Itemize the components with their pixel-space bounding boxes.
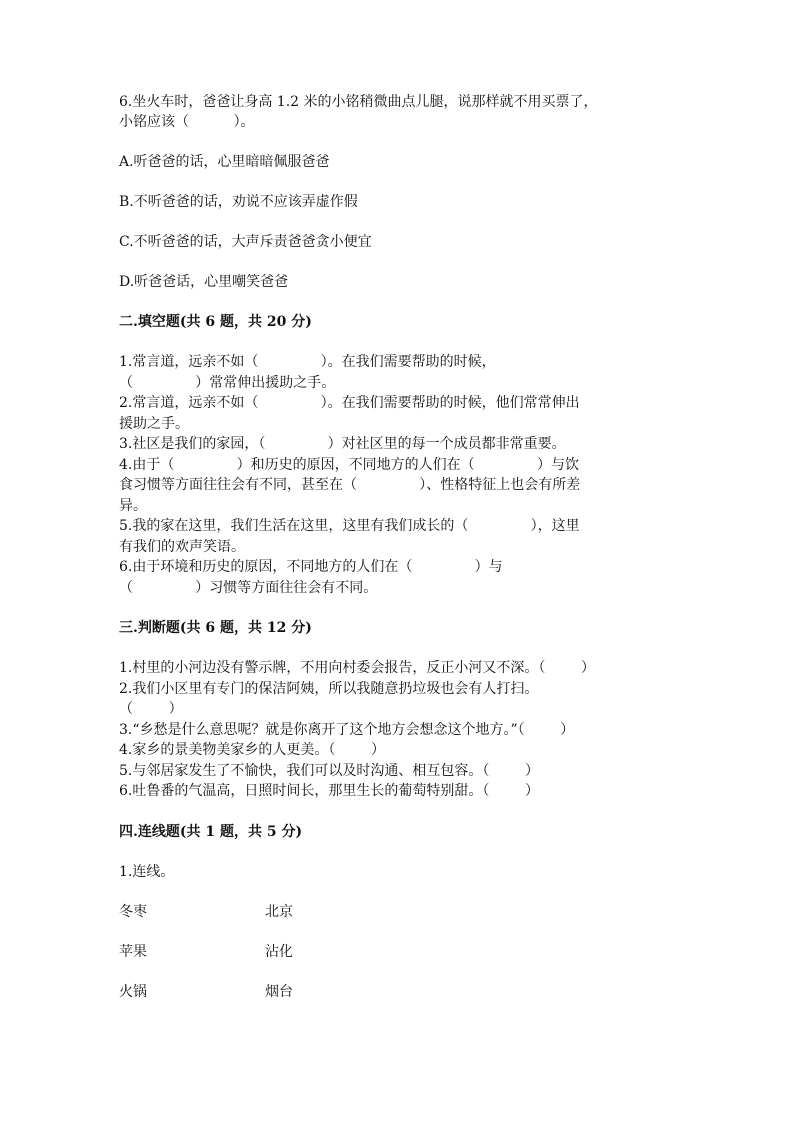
fill-line: 6.由于环境和历史的原因，不同地方的人们在（ ）与 xyxy=(119,559,503,575)
fill-line: （ ）常常伸出援助之手。 xyxy=(119,374,336,391)
judge-line: 1.村里的小河边没有警示牌，不用向村委会报告，反正小河又不深。（ ） xyxy=(119,660,595,676)
fill-line: 2.常言道，远亲不如（ ）。在我们需要帮助的时候，他们常常伸出 xyxy=(119,395,580,411)
match-row xyxy=(119,982,679,1002)
fill-line: 4.由于（ ）和历史的原因，不同地方的人们在（ ）与饮 xyxy=(119,456,579,473)
question-text: 6.坐火车时，爸爸让身高 1.2 米的小铭稍微曲点儿腿，说那样就不用买票了， xyxy=(119,94,598,110)
page-content xyxy=(119,92,679,1002)
match-right-item[interactable]: 北京 xyxy=(265,903,293,920)
option-c[interactable]: C.不听爸爸的话，大声斥责爸爸贪小便宜 xyxy=(119,234,372,250)
judge-line: 4.家乡的景美物美家乡的人更美。（ ） xyxy=(119,742,385,758)
fill-line: 5.我的家在这里，我们生活在这里，这里有我们成长的（ ），这里 xyxy=(119,518,580,534)
judge-line: （ ） xyxy=(119,701,183,717)
fill-line: 援助之手。 xyxy=(119,415,189,432)
section-heading-judge: 三.判断题(共 6 题，共 12 分) xyxy=(119,620,312,636)
judge-line: 3.“乡愁是什么意思呢？就是你离开了这个地方会想念这个地方。”（ ） xyxy=(119,721,575,738)
fill-questions xyxy=(119,352,679,598)
fill-line: 3.社区是我们的家园，（ ）对社区里的每一个成员都非常重要。 xyxy=(119,436,566,452)
judge-questions xyxy=(119,658,679,802)
section-heading-fill: 二.填空题(共 6 题，共 20 分) xyxy=(119,314,312,330)
fill-line: （ ）习惯等方面往往会有不同。 xyxy=(119,579,378,596)
judge-line: 2.我们小区里有专门的保洁阿姨，所以我随意扔垃圾也会有人打扫。 xyxy=(119,680,539,697)
option-d[interactable]: D.听爸爸话，心里嘲笑爸爸 xyxy=(119,274,289,290)
judge-line: 5.与邻居家发生了不愉快，我们可以及时沟通、相互包容。（ ） xyxy=(119,762,539,779)
match-right-item[interactable]: 烟台 xyxy=(265,983,293,1000)
fill-line: 1.常言道，远亲不如（ ）。在我们需要帮助的时候， xyxy=(119,354,496,370)
match-left-item[interactable]: 苹果 xyxy=(119,943,147,960)
match-row xyxy=(119,942,679,962)
fill-line: 食习惯等方面往往会有不同，甚至在（ ）、性格特征上也会有所差 xyxy=(119,477,581,493)
question-text: 小铭应该（ ）。 xyxy=(119,114,255,130)
judge-line: 6.吐鲁番的气温高，日照时间长，那里生长的葡萄特别甜。（ ） xyxy=(119,783,539,799)
fill-line: 异。 xyxy=(119,497,147,514)
mc-question-6 xyxy=(119,92,679,132)
match-left-item[interactable]: 冬枣 xyxy=(119,903,147,920)
match-instruction: 1.连线。 xyxy=(119,863,175,880)
option-a[interactable]: A.听爸爸的话，心里暗暗佩服爸爸 xyxy=(119,154,330,170)
match-row xyxy=(119,902,679,922)
match-right-item[interactable]: 沾化 xyxy=(265,943,293,960)
section-heading-match: 四.连线题(共 1 题，共 5 分) xyxy=(119,823,303,840)
match-left-item[interactable]: 火锅 xyxy=(119,983,147,1000)
fill-line: 有我们的欢声笑语。 xyxy=(119,538,245,555)
option-b[interactable]: B.不听爸爸的话，劝说不应该弄虚作假 xyxy=(119,194,358,210)
